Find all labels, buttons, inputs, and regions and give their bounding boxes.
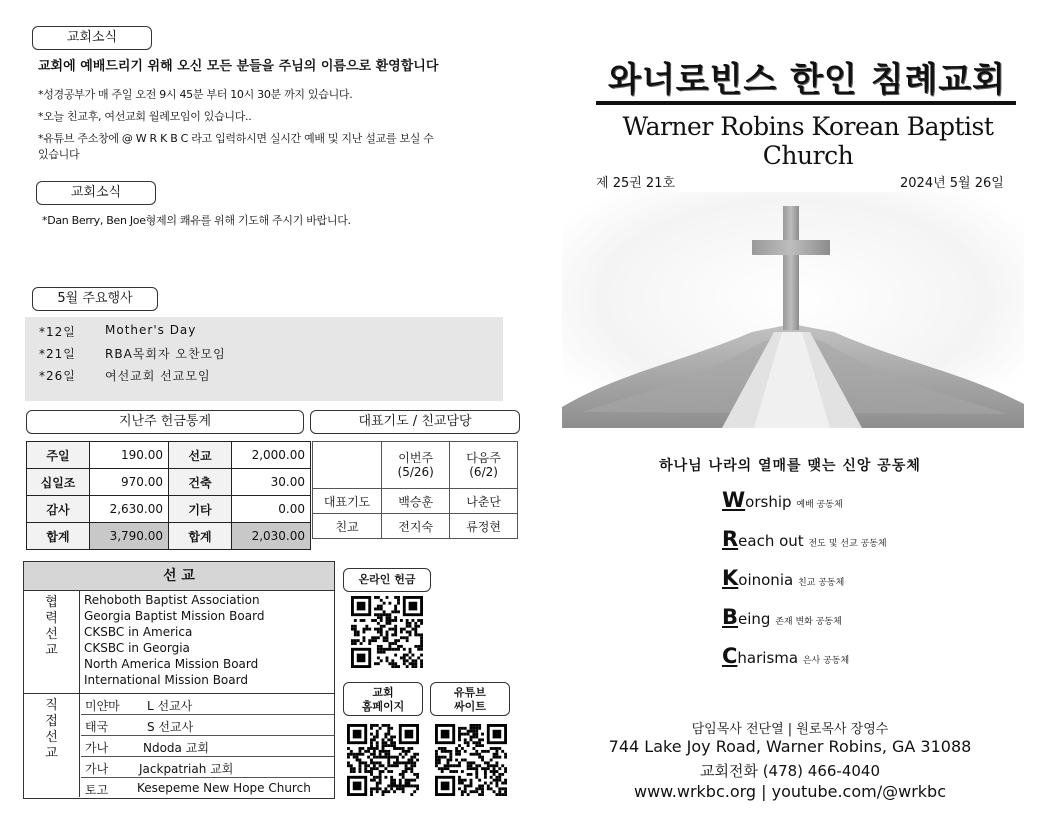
coop-mission-label: 협 력 선 교 — [24, 591, 80, 694]
news-item: *성경공부가 매 주일 오전 9시 45분 부터 10시 30분 까지 있습니다. — [38, 88, 353, 101]
value-initial: B — [722, 605, 739, 629]
mission-name: L 선교사 — [147, 699, 193, 713]
online-offering-qr-code[interactable] — [350, 596, 424, 668]
mission-country: 토고 — [85, 783, 109, 797]
welcome-message: 교회에 예배드리기 위해 오신 모든 분들을 주님의 이름으로 환영합니다 — [38, 59, 439, 74]
offering-table — [26, 441, 311, 550]
event-desc: RBA목회자 오찬모임 — [105, 347, 226, 361]
list-item — [81, 757, 334, 778]
motto: 하나님 나라의 열매를 맺는 신앙 공동체 — [659, 458, 921, 474]
table-cell: 합계 — [27, 523, 90, 550]
table-cell: 친교 — [313, 514, 382, 539]
church-title-korean: 와너로빈스 한인 침례교회 — [608, 60, 1006, 100]
table-cell: 건축 — [169, 469, 232, 496]
pastors: 담임목사 전단열 | 원로목사 장영수 — [691, 722, 889, 737]
news-item: *유튜브 주소창에 @ W R K B C 라고 입력하시면 실시간 예배 및 지난 설교를 보실 수 — [38, 132, 434, 145]
table-cell: 감사 — [27, 496, 90, 523]
mission-country: 태국 — [85, 720, 109, 734]
table-row — [27, 442, 311, 469]
coop-mission-list — [84, 592, 264, 688]
event-date: *26일 — [39, 369, 76, 383]
table-cell — [313, 442, 382, 489]
value-charisma — [722, 644, 849, 668]
mission-name: Kesepeme New Hope Church — [137, 781, 311, 795]
mission-name: Jackpatriah 교회 — [139, 762, 234, 776]
table-cell: 3,790.00 — [90, 523, 169, 550]
mission-country: 미얀마 — [85, 699, 120, 713]
value-word: eing — [738, 610, 771, 628]
youtube-label: 유튜브 싸이트 — [430, 682, 510, 716]
value-initial: K — [722, 566, 739, 590]
table-row — [313, 514, 518, 539]
value-initial: W — [722, 488, 746, 512]
direct-mission-label: 직 접 선 교 — [24, 694, 80, 797]
list-item: CKSBC in Georgia — [84, 641, 190, 655]
table-cell: 970.00 — [90, 469, 169, 496]
table-cell: 0.00 — [232, 496, 311, 523]
table-cell: 2,030.00 — [232, 523, 311, 550]
value-word: oinonia — [738, 571, 794, 589]
table-row — [313, 442, 518, 489]
list-item — [81, 715, 334, 736]
event-date: *12일 — [39, 325, 76, 339]
table-cell: 선교 — [169, 442, 232, 469]
bulletin-date: 2024년 5월 26일 — [900, 176, 1004, 191]
offering-title: 지난주 헌금통계 — [26, 410, 304, 434]
list-item — [81, 778, 334, 798]
events-title: 5월 주요행사 — [32, 287, 158, 311]
table-cell: 류정현 — [450, 514, 518, 539]
cross-illustration — [562, 192, 1024, 428]
event-date: *21일 — [39, 347, 76, 361]
church-address: 744 Lake Joy Road, Warner Robins, GA 31088 — [608, 737, 972, 756]
value-korean: 예배 공동체 — [796, 500, 843, 510]
news-section-title: 교회소식 — [32, 26, 152, 50]
mission-country: 가나 — [85, 762, 109, 776]
value-word: each out — [738, 532, 804, 550]
news-section-title-2: 교회소식 — [36, 181, 156, 205]
prayer-table — [312, 441, 518, 539]
list-item — [81, 694, 334, 715]
table-cell: 30.00 — [232, 469, 311, 496]
list-item: Georgia Baptist Mission Board — [84, 609, 265, 623]
table-row — [27, 523, 311, 550]
table-cell: 백승훈 — [382, 489, 450, 514]
title-underline — [596, 101, 1016, 105]
table-cell: 십일조 — [27, 469, 90, 496]
homepage-qr-code[interactable] — [347, 724, 419, 796]
church-phone: 교회전화 (478) 466-4040 — [699, 762, 881, 780]
table-cell: 합계 — [169, 523, 232, 550]
list-item: North America Mission Board — [84, 657, 259, 671]
table-cell: 2,000.00 — [232, 442, 311, 469]
table-cell: 다음주 (6/2) — [450, 442, 518, 489]
events-box — [25, 317, 503, 401]
value-korean: 전도 및 선교 공동체 — [808, 539, 887, 549]
table-row — [313, 489, 518, 514]
event-desc: Mother's Day — [105, 323, 197, 337]
list-item — [81, 736, 334, 757]
news-item: 있습니다 — [38, 148, 80, 161]
value-initial: R — [722, 527, 739, 551]
mission-country: 가나 — [85, 741, 109, 755]
mission-box — [23, 561, 335, 799]
table-cell: 주일 — [27, 442, 90, 469]
table-cell: 대표기도 — [313, 489, 382, 514]
list-item: CKSBC in America — [84, 625, 193, 639]
value-initial: C — [722, 644, 738, 668]
online-offering-label: 온라인 헌금 — [343, 568, 431, 592]
value-being — [722, 605, 842, 629]
direct-mission-list — [81, 694, 334, 798]
value-word: orship — [745, 493, 792, 511]
value-koinonia — [722, 566, 844, 590]
table-cell: 나춘단 — [450, 489, 518, 514]
list-item: International Mission Board — [84, 673, 248, 687]
prayer-title: 대표기도 / 친교담당 — [310, 410, 520, 434]
church-title-english: Warner Robins Korean Baptist Church — [622, 112, 994, 170]
value-worship — [722, 488, 843, 512]
value-korean: 은사 공동체 — [802, 656, 850, 666]
mission-name: Ndoda 교회 — [143, 741, 209, 755]
value-korean: 존재 변화 공동체 — [775, 617, 842, 627]
prayer-request: *Dan Berry, Ben Joe형제의 쾌유를 위해 기도해 주시기 바랍니다. — [42, 214, 351, 227]
list-item: Rehoboth Baptist Association — [84, 593, 260, 607]
table-cell: 이번주 (5/26) — [382, 442, 450, 489]
homepage-label: 교회 홈페이지 — [343, 682, 423, 716]
mission-title: 선 교 — [24, 562, 334, 591]
event-desc: 여선교회 선교모임 — [105, 369, 211, 383]
table-row — [27, 496, 311, 523]
youtube-qr-code[interactable] — [435, 724, 507, 796]
news-item: *오늘 친교후, 여선교회 월례모임이 있습니다.. — [38, 110, 252, 123]
table-cell: 전지숙 — [382, 514, 450, 539]
table-cell: 기타 — [169, 496, 232, 523]
church-web-links[interactable]: www.wrkbc.org | youtube.com/@wrkbc — [634, 782, 946, 801]
table-row — [27, 469, 311, 496]
value-word: harisma — [737, 649, 799, 667]
issue-number: 제 25권 21호 — [596, 176, 676, 191]
value-korean: 친교 공동체 — [797, 578, 845, 588]
table-cell: 190.00 — [90, 442, 169, 469]
table-cell: 2,630.00 — [90, 496, 169, 523]
value-reach-out — [722, 527, 887, 551]
mission-name: S 선교사 — [147, 720, 194, 734]
